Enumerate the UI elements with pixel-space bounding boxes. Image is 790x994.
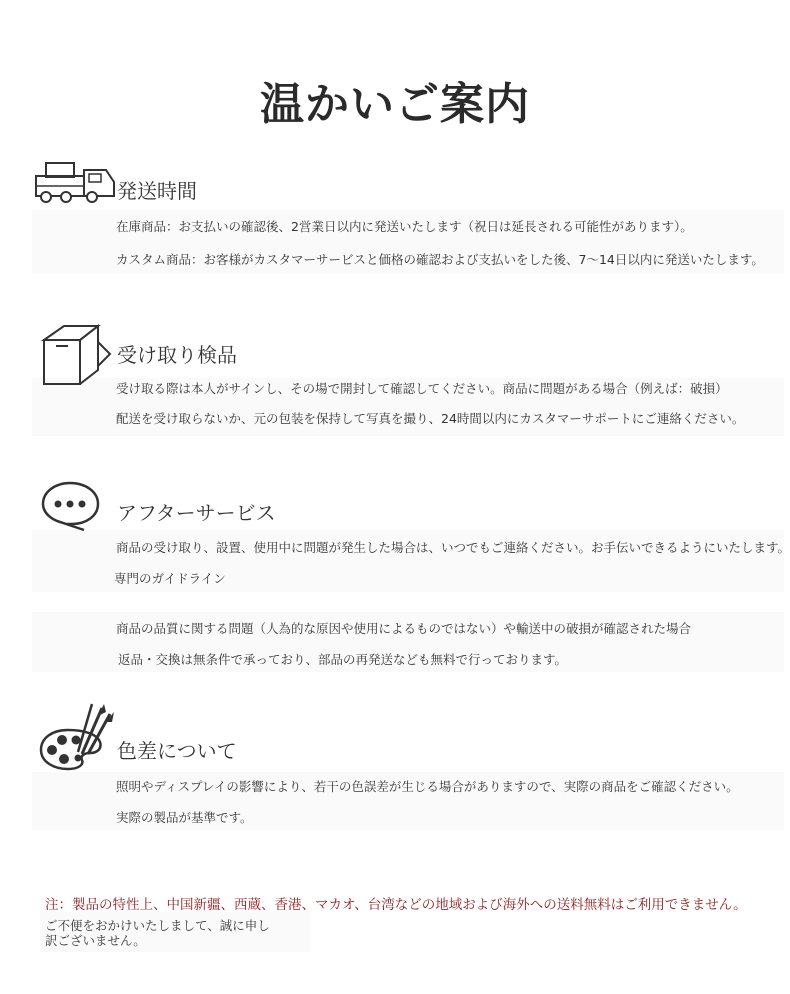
section-heading-inspection: 受け取り検品: [117, 343, 237, 367]
page-title: 温かいご案内: [260, 79, 530, 130]
truck-icon: [34, 160, 118, 206]
inspection-line-1: 受け取る際は本人がサインし、その場で開封して確認してください。商品に問題がある場合（例えば：破損）: [116, 381, 728, 396]
after-service-line-4: 返品・交換は無条件で承っており、部品の再発送なども無料で行っております。: [118, 652, 568, 667]
apology-text: ご不便をおかけいたしまして、誠に申し訳ございません。: [45, 918, 270, 948]
after-service-line-1: 商品の受け取り、設置、使用中に問題が発生した場合は、いつでもご連絡ください。お手伝いできるようにいたします。: [116, 540, 790, 555]
shipping-line-2: カスタム商品：お客様がカスタマーサービスと価格の確認および支払いをした後、7〜14日以内に発送いたします。: [116, 252, 764, 267]
after-service-line-3: 商品の品質に関する問題（人為的な原因や使用によるものではない）や輸送中の破損が確認された場合: [116, 621, 692, 636]
chat-bubble-icon: [40, 480, 102, 532]
shipping-restriction-notice: 注：製品の特性上、中国新疆、西蔵、香港、マカオ、台湾などの地域および海外への送料無料はご利用できません。: [45, 897, 747, 913]
palette-icon: [38, 702, 116, 772]
color-line-2: 実際の製品が基準です。: [116, 810, 253, 825]
section-heading-after-service: アフターサービス: [117, 501, 276, 525]
section-heading-color-difference: 色差について: [117, 739, 237, 763]
section-heading-shipping: 発送時間: [117, 179, 197, 203]
shipping-line-1: 在庫商品：お支払いの確認後、2営業日以内に発送いたします（祝日は延長される可能性があります）。: [116, 219, 693, 234]
inspection-line-2: 配送を受け取らないか、元の包装を保持して写真を撮り、24時間以内にカスタマーサポートにご連絡ください。: [116, 411, 745, 426]
color-line-1: 照明やディスプレイの影響により、若干の色誤差が生じる場合がありますので、実際の商品をご確認ください。: [116, 779, 739, 794]
after-service-line-2: 専門のガイドライン: [114, 571, 226, 586]
box-icon: [40, 322, 112, 388]
